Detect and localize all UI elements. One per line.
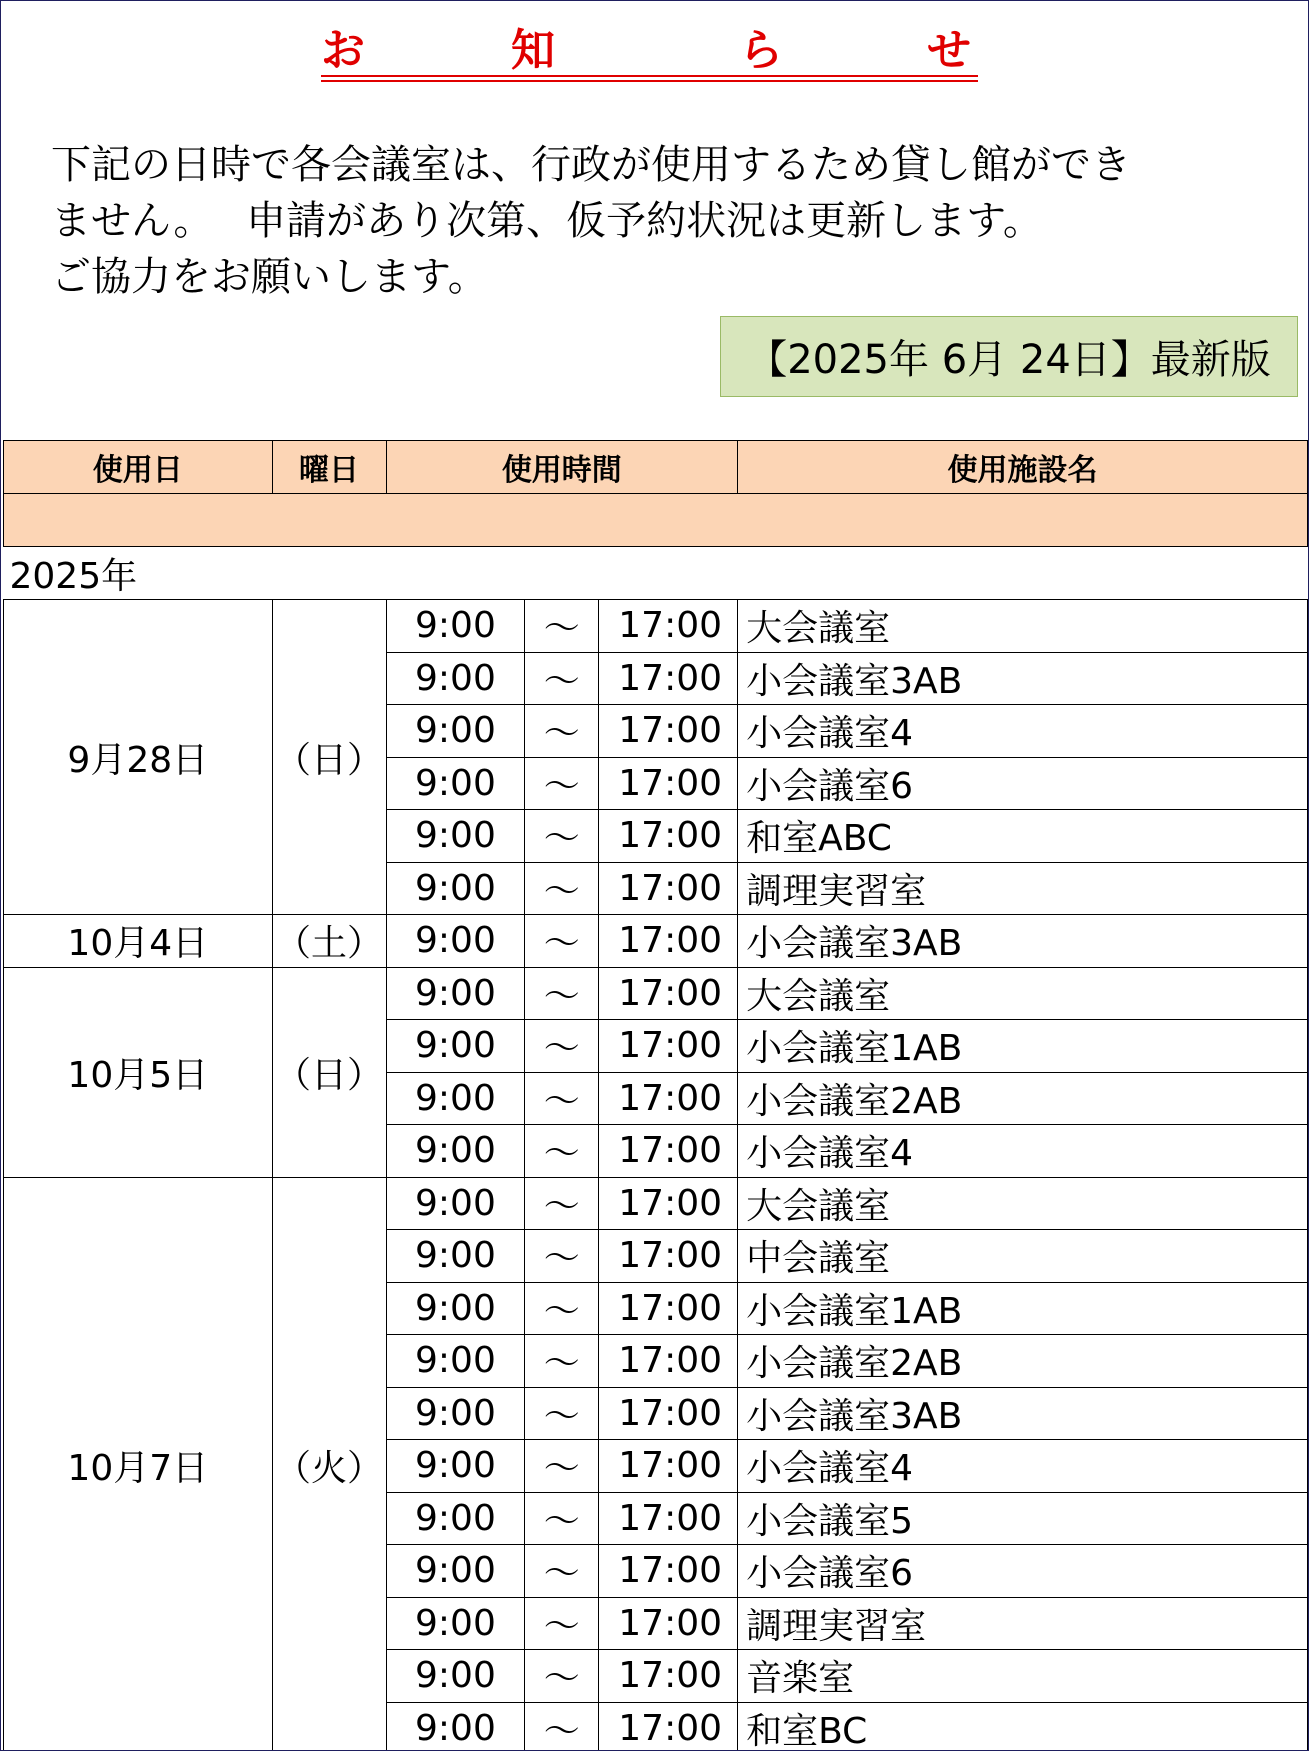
end-time-cell: 17:00 <box>599 1492 738 1545</box>
notice-line: 下記の日時で各会議室は、行政が使用するため貸し館ができ <box>51 142 1131 188</box>
date-cell: 10月4日 <box>4 915 273 968</box>
tilde-cell: ～ <box>525 600 599 653</box>
end-time-cell: 17:00 <box>599 1335 738 1388</box>
tilde-cell: ～ <box>525 862 599 915</box>
end-time-cell: 17:00 <box>599 1650 738 1703</box>
start-time-cell: 9:00 <box>386 1545 525 1598</box>
start-time-cell: 9:00 <box>386 915 525 968</box>
end-time-cell: 17:00 <box>599 1177 738 1230</box>
end-time-cell: 17:00 <box>599 757 738 810</box>
date-cell: 10月7日 <box>4 1177 273 1751</box>
facility-cell: 調理実習室 <box>738 1597 1308 1650</box>
year-label: 2025年 <box>4 547 1308 600</box>
table-row <box>4 600 1308 653</box>
weekday-cell: （土） <box>272 915 386 968</box>
start-time-cell: 9:00 <box>386 810 525 863</box>
end-time-cell: 17:00 <box>599 1387 738 1440</box>
tilde-cell: ～ <box>525 1072 599 1125</box>
end-time-cell: 17:00 <box>599 1702 738 1751</box>
tilde-cell: ～ <box>525 1650 599 1703</box>
end-time-cell: 17:00 <box>599 967 738 1020</box>
title-char: ら <box>739 25 783 76</box>
end-time-cell: 17:00 <box>599 1230 738 1283</box>
end-time-cell: 17:00 <box>599 1440 738 1493</box>
weekday-cell: （日） <box>272 600 386 915</box>
tilde-cell: ～ <box>525 1282 599 1335</box>
start-time-cell: 9:00 <box>386 757 525 810</box>
weekday-cell: （日） <box>272 967 386 1177</box>
facility-cell: 中会議室 <box>738 1230 1308 1283</box>
facility-cell: 小会議室2AB <box>738 1335 1308 1388</box>
end-time-cell: 17:00 <box>599 862 738 915</box>
facility-cell: 大会議室 <box>738 600 1308 653</box>
tilde-cell: ～ <box>525 1177 599 1230</box>
facility-cell: 小会議室3AB <box>738 1387 1308 1440</box>
version-badge: 【2025年 6月 24日】最新版 <box>720 316 1298 397</box>
tilde-cell: ～ <box>525 967 599 1020</box>
start-time-cell: 9:00 <box>386 1650 525 1703</box>
title-char: お <box>321 25 365 76</box>
end-time-cell: 17:00 <box>599 1545 738 1598</box>
facility-cell: 小会議室4 <box>738 1440 1308 1493</box>
end-time-cell: 17:00 <box>599 1597 738 1650</box>
tilde-cell: ～ <box>525 1020 599 1073</box>
start-time-cell: 9:00 <box>386 967 525 1020</box>
end-time-cell: 17:00 <box>599 1125 738 1178</box>
end-time-cell: 17:00 <box>599 652 738 705</box>
notice-line: ご協力をお願いします。 <box>51 254 488 300</box>
start-time-cell: 9:00 <box>386 1125 525 1178</box>
start-time-cell: 9:00 <box>386 1282 525 1335</box>
title-char: 知 <box>511 25 555 76</box>
facility-cell: 小会議室1AB <box>738 1282 1308 1335</box>
end-time-cell: 17:00 <box>599 915 738 968</box>
facility-cell: 小会議室3AB <box>738 915 1308 968</box>
facility-cell: 小会議室2AB <box>738 1072 1308 1125</box>
facility-cell: 調理実習室 <box>738 862 1308 915</box>
header-dow: 曜日 <box>272 441 386 494</box>
facility-cell: 小会議室4 <box>738 705 1308 758</box>
facility-cell: 和室BC <box>738 1702 1308 1751</box>
header-date: 使用日 <box>4 441 273 494</box>
tilde-cell: ～ <box>525 652 599 705</box>
spacer-row <box>4 494 1308 547</box>
start-time-cell: 9:00 <box>386 705 525 758</box>
weekday-cell: （火） <box>272 1177 386 1751</box>
start-time-cell: 9:00 <box>386 652 525 705</box>
facility-cell: 大会議室 <box>738 1177 1308 1230</box>
start-time-cell: 9:00 <box>386 1072 525 1125</box>
end-time-cell: 17:00 <box>599 810 738 863</box>
tilde-cell: ～ <box>525 1440 599 1493</box>
table-body <box>4 494 1308 1752</box>
tilde-cell: ～ <box>525 1335 599 1388</box>
tilde-cell: ～ <box>525 1230 599 1283</box>
end-time-cell: 17:00 <box>599 705 738 758</box>
tilde-cell: ～ <box>525 810 599 863</box>
table-row <box>4 967 1308 1020</box>
facility-cell: 大会議室 <box>738 967 1308 1020</box>
end-time-cell: 17:00 <box>599 600 738 653</box>
date-cell: 9月28日 <box>4 600 273 915</box>
start-time-cell: 9:00 <box>386 1230 525 1283</box>
title-underline <box>321 80 978 82</box>
tilde-cell: ～ <box>525 1492 599 1545</box>
schedule-table <box>3 440 1308 1751</box>
end-time-cell: 17:00 <box>599 1072 738 1125</box>
start-time-cell: 9:00 <box>386 1702 525 1751</box>
page-title <box>321 23 978 83</box>
facility-cell: 小会議室4 <box>738 1125 1308 1178</box>
end-time-cell: 17:00 <box>599 1282 738 1335</box>
facility-cell: 和室ABC <box>738 810 1308 863</box>
header-time: 使用時間 <box>386 441 738 494</box>
start-time-cell: 9:00 <box>386 1020 525 1073</box>
table-row <box>4 915 1308 968</box>
tilde-cell: ～ <box>525 705 599 758</box>
header-facility: 使用施設名 <box>738 441 1308 494</box>
table-row <box>4 1177 1308 1230</box>
start-time-cell: 9:00 <box>386 1387 525 1440</box>
tilde-cell: ～ <box>525 1545 599 1598</box>
facility-cell: 小会議室5 <box>738 1492 1308 1545</box>
start-time-cell: 9:00 <box>386 1335 525 1388</box>
notice-line: ません。 申請があり次第、仮予約状況は更新します。 <box>51 198 1043 244</box>
table-header-row <box>4 441 1308 494</box>
facility-cell: 小会議室6 <box>738 757 1308 810</box>
start-time-cell: 9:00 <box>386 1597 525 1650</box>
year-row <box>4 547 1308 600</box>
tilde-cell: ～ <box>525 1702 599 1751</box>
title-char: せ <box>927 25 971 76</box>
facility-cell: 小会議室3AB <box>738 652 1308 705</box>
date-cell: 10月5日 <box>4 967 273 1177</box>
facility-cell: 音楽室 <box>738 1650 1308 1703</box>
start-time-cell: 9:00 <box>386 1177 525 1230</box>
tilde-cell: ～ <box>525 1597 599 1650</box>
facility-cell: 小会議室1AB <box>738 1020 1308 1073</box>
title-underline <box>321 75 978 77</box>
tilde-cell: ～ <box>525 1387 599 1440</box>
tilde-cell: ～ <box>525 915 599 968</box>
start-time-cell: 9:00 <box>386 1492 525 1545</box>
start-time-cell: 9:00 <box>386 862 525 915</box>
start-time-cell: 9:00 <box>386 600 525 653</box>
tilde-cell: ～ <box>525 1125 599 1178</box>
facility-cell: 小会議室6 <box>738 1545 1308 1598</box>
tilde-cell: ～ <box>525 757 599 810</box>
end-time-cell: 17:00 <box>599 1020 738 1073</box>
start-time-cell: 9:00 <box>386 1440 525 1493</box>
